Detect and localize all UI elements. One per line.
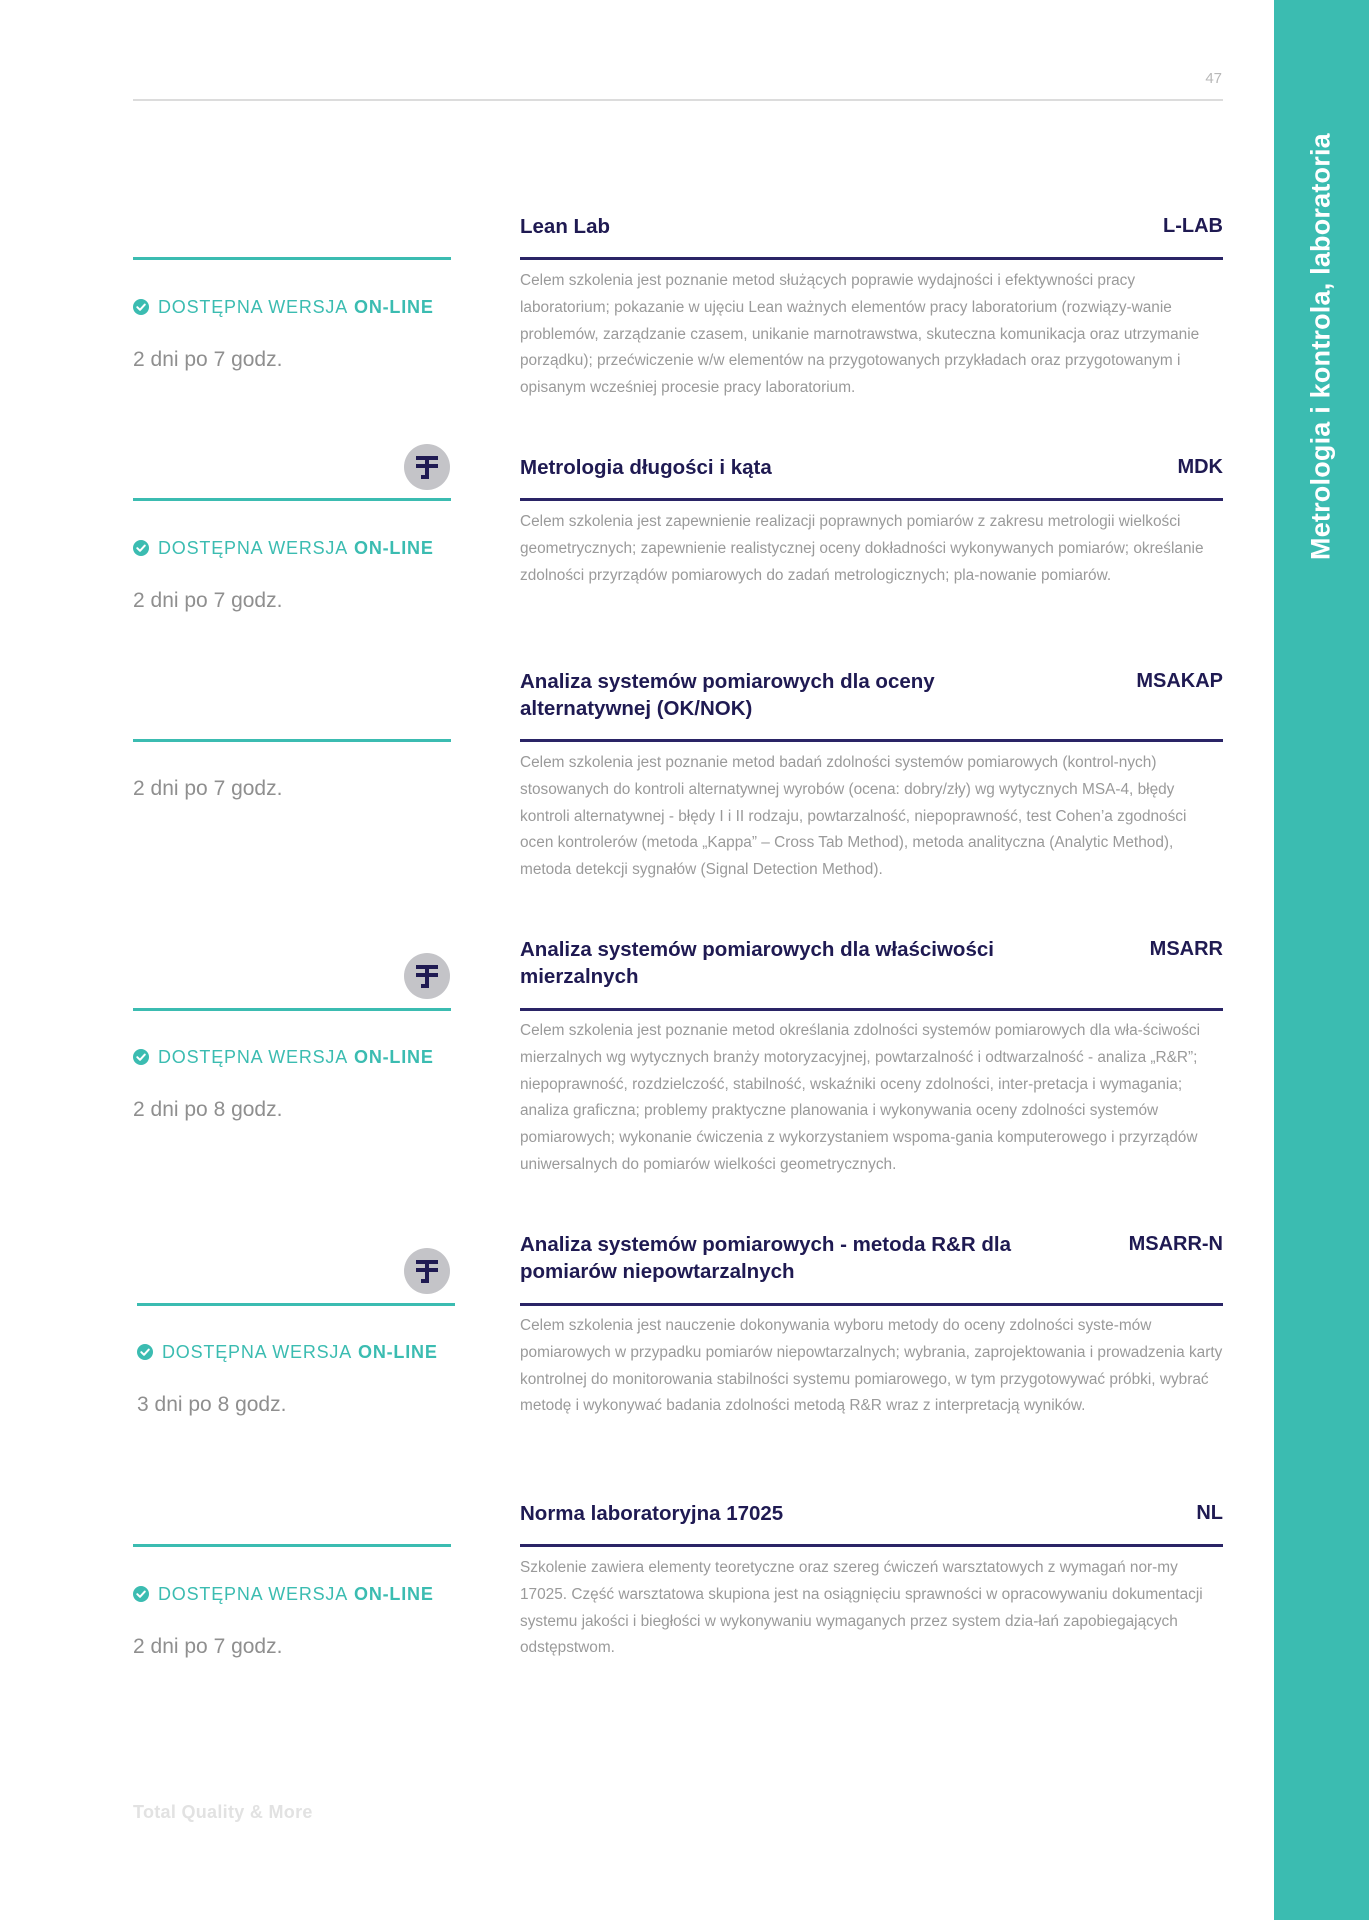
left-divider bbox=[133, 257, 451, 260]
course-duration: 2 dni po 7 godz. bbox=[133, 348, 283, 371]
online-label-strong: ON-LINE bbox=[354, 296, 434, 317]
course-title-divider bbox=[520, 498, 1223, 501]
badge-logo-icon bbox=[404, 953, 450, 999]
course-description: Celem szkolenia jest nauczenie dokonywania wyboru metody do oceny zdolności syste-mów pomiarowych w przypadku pomiarów niepowtarzalnych; wybrania, zaprojektowania i prowadzenia karty kontrolnej do monitorowania stabilności systemu pomiarowego, w tym przygotowywać próbki, wybrać metodę i wykonywać badania zdolności metodą R&R wraz z interpretacją wyników. bbox=[520, 1317, 1223, 1415]
course-code: MSARR-N bbox=[1128, 1233, 1223, 1255]
left-divider bbox=[133, 1544, 451, 1547]
course-duration: 2 dni po 7 godz. bbox=[133, 777, 283, 800]
header-divider bbox=[133, 99, 1223, 101]
course-duration: 2 dni po 7 godz. bbox=[133, 1635, 283, 1658]
left-divider bbox=[133, 1008, 451, 1011]
online-label: DOSTĘPNA WERSJA bbox=[158, 1583, 349, 1604]
check-circle-icon bbox=[133, 1049, 149, 1065]
check-circle-icon bbox=[137, 1344, 153, 1360]
check-circle-icon bbox=[133, 299, 149, 315]
course-badge bbox=[404, 444, 450, 490]
online-label: DOSTĘPNA WERSJA bbox=[158, 537, 349, 558]
course-description: Celem szkolenia jest poznanie metod służących poprawie wydajności i efektywności pracy laboratorium; pokazanie w ujęciu Lean ważnych elementów pracy laboratorium (rozwiązy-wanie problemów, zarządzanie czasem, unikanie marnotrawstwa, skuteczna komunikacja oraz utrzymanie porządku); przećwiczenie w/w elementów na przygotowanych przykładach oraz przygotowanym i opisanym wcześniej procesie pracy laboratorium. bbox=[520, 272, 1200, 397]
course-code: MSARR bbox=[1149, 938, 1223, 960]
course-title-divider bbox=[520, 1303, 1223, 1306]
left-divider bbox=[137, 1303, 455, 1306]
online-label: DOSTĘPNA WERSJA bbox=[158, 296, 349, 317]
course-duration: 3 dni po 8 godz. bbox=[137, 1393, 287, 1416]
course-description: Celem szkolenia jest poznanie metod określania zdolności systemów pomiarowych dla wła-ściwości mierzalnych wg wytycznych branży motoryzacyjnej, powtarzalność i odtwarzalność - analiza „R&R”; niepoprawność, rozdzielczość, stabilność, wskaźniki oceny zdolności, inter-pretacja i wymagania; analiza graficzna; problemy praktyczne planowania i wykonywania oceny zdolności systemów pomiarowych; wykonanie ćwiczenia z wykorzystaniem wspoma-gania komputerowego i przyrządów uniwersalnych do pomiarów wielkości geometrycznych. bbox=[520, 1022, 1201, 1173]
page-number: 47 bbox=[1205, 70, 1222, 87]
course-code: MDK bbox=[1177, 456, 1223, 478]
check-circle-icon bbox=[133, 540, 149, 556]
course-badge bbox=[404, 1248, 450, 1294]
course-description: Celem szkolenia jest poznanie metod badań zdolności systemów pomiarowych (kontrol-nych) stosowanych do kontroli alternatywnej wyrobów (ocena: dobry/zły) wg wytycznych MSA-4, błędy kontroli alternatywnej - błędy I i II rodzaju, powtarzalność, niepoprawność, test Cohen’a zgodności ocen kontrolerów (metoda „Kappa” – Cross Tab Method), metoda analityczna (Analytic Method), metoda detekcji sygnałów (Signal Detection Method). bbox=[520, 754, 1187, 879]
online-availability bbox=[137, 1341, 438, 1363]
online-label: DOSTĘPNA WERSJA bbox=[162, 1341, 353, 1362]
online-label-strong: ON-LINE bbox=[358, 1341, 438, 1362]
online-availability bbox=[133, 1583, 434, 1605]
left-divider bbox=[133, 739, 451, 742]
course-badge bbox=[404, 953, 450, 999]
online-label-strong: ON-LINE bbox=[354, 537, 434, 558]
course-description: Szkolenie zawiera elementy teoretyczne oraz szereg ćwiczeń warsztatowych z wymagań nor-my 17025. Część warsztatowa skupiona jest na osiągnięciu sprawności w opracowywaniu dokumentacji systemu jakości i biegłości w wykonywaniu wymaganych przez system dzia-łań zapobiegających odstępstwom. bbox=[520, 1559, 1203, 1657]
footer-brand: Total Quality & More bbox=[133, 1802, 313, 1822]
course-title-divider bbox=[520, 1544, 1223, 1547]
online-label-strong: ON-LINE bbox=[354, 1046, 434, 1067]
online-availability bbox=[133, 537, 434, 559]
course-duration: 2 dni po 8 godz. bbox=[133, 1098, 283, 1121]
course-title-divider bbox=[520, 257, 1223, 260]
badge-logo-icon bbox=[404, 444, 450, 490]
course-title-divider bbox=[520, 1008, 1223, 1011]
side-tab-title: Metrologia i kontrola, laboratoria bbox=[1305, 133, 1336, 560]
online-availability bbox=[133, 296, 434, 318]
badge-logo-icon bbox=[404, 1248, 450, 1294]
course-title: Analiza systemów pomiarowych - metoda R&R dla pomiarów niepowtarzalnych bbox=[520, 1233, 1011, 1283]
online-label: DOSTĘPNA WERSJA bbox=[158, 1046, 349, 1067]
course-duration: 2 dni po 7 godz. bbox=[133, 589, 283, 612]
course-description: Celem szkolenia jest zapewnienie realizacji poprawnych pomiarów z zakresu metrologii wielkości geometrycznych; zapewnienie realistycznej oceny dokładności wykonywanych pomiarów; określanie zdolności przyrządów pomiarowych do zadań metrologicznych; pla-nowanie pomiarów. bbox=[520, 513, 1204, 584]
course-title: Metrologia długości i kąta bbox=[520, 456, 772, 479]
course-title: Norma laboratoryjna 17025 bbox=[520, 1502, 784, 1525]
course-code: MSAKAP bbox=[1136, 670, 1223, 692]
course-title: Analiza systemów pomiarowych dla oceny alternatywnej (OK/NOK) bbox=[520, 670, 935, 720]
course-title: Lean Lab bbox=[520, 215, 610, 238]
check-circle-icon bbox=[133, 1586, 149, 1602]
course-code: L-LAB bbox=[1163, 215, 1223, 237]
course-title: Analiza systemów pomiarowych dla właściwości mierzalnych bbox=[520, 938, 994, 988]
course-title-divider bbox=[520, 739, 1223, 742]
course-code: NL bbox=[1196, 1502, 1223, 1524]
left-divider bbox=[133, 498, 451, 501]
online-label-strong: ON-LINE bbox=[354, 1583, 434, 1604]
online-availability bbox=[133, 1046, 434, 1068]
